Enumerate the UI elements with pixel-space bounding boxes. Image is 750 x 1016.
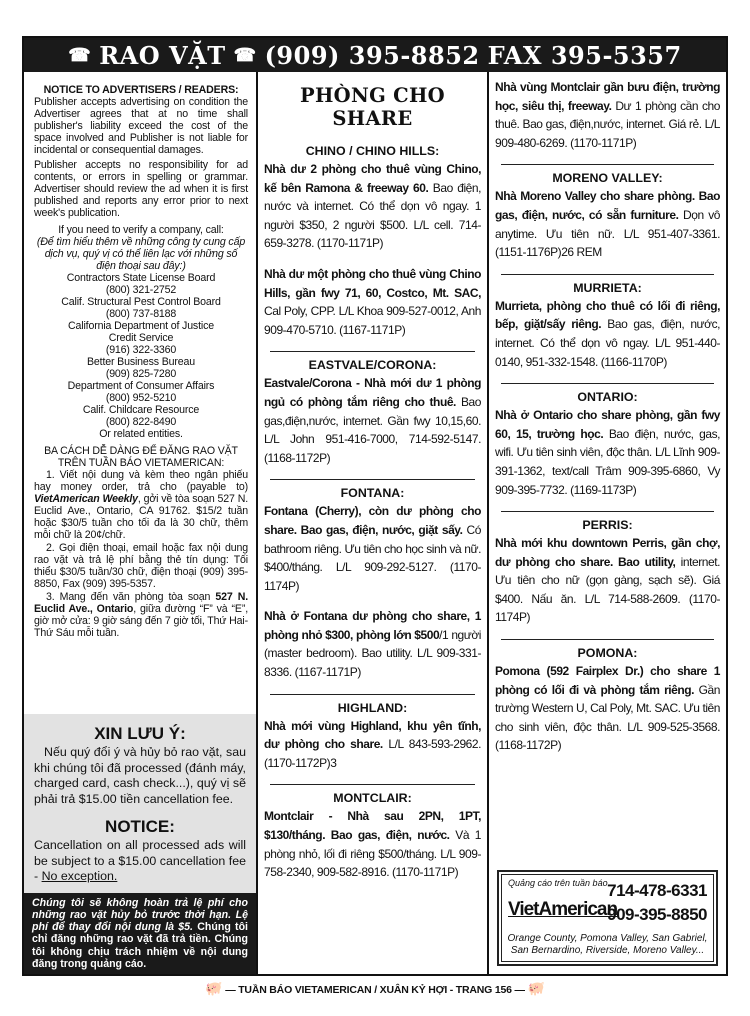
contact-line: Calif. Childcare Resource xyxy=(82,404,200,416)
divider xyxy=(501,383,714,384)
ad-listing xyxy=(264,607,481,681)
ad-headline: Nhà ở Ontario cho share phòng, gần fwy 60, 15, trường học. xyxy=(495,408,720,441)
divider xyxy=(270,694,475,695)
section-heading: HIGHLAND: xyxy=(337,700,408,715)
ad-body: Bao điện, nước, gas, wifi. Ưu tiên sinh viên, độc thân. L/L Lĩnh 909-391-1362, text/call Trâm 909-395-6860, Vy 909-395-7732. (1169-1173P) xyxy=(495,426,721,497)
ad-headline: Montclair - Nhà sau 2PN, 1PT, $130/tháng. Bao gas, điện, nước. xyxy=(264,809,481,843)
caution-vi-text: Nếu quý đổi ý và hủy bỏ rao vặt, sau khi chúng tôi đã processed (đánh máy, charged card, cash check...), quý vị sẽ phải trả $15.00 tiền cancellation fee. xyxy=(34,745,246,806)
notice-paragraph: Publisher accepts no responsibility for ad contents, or errors in spelling or grammar. Advertiser should review the ad when it is first published and reports any error prior to next week's publication. xyxy=(34,159,248,219)
contact-line: (800) 737-8188 xyxy=(105,308,177,320)
contact-line: Department of Consumer Affairs xyxy=(67,380,215,392)
ad-headline: Nhà ở Fontana dư phòng cho share, 1 phòng nhỏ $300, phòng lớn $500 xyxy=(264,609,481,642)
section-heading: POMONA: xyxy=(577,646,638,661)
divider xyxy=(501,639,714,640)
ad-body: Cal Poly, CPP. L/L Khoa 909-527-0012, Anh 909-470-5710. (1167-1171P) xyxy=(264,304,481,337)
divider xyxy=(501,164,714,165)
section-title: PHÒNG CHO SHARE xyxy=(300,84,445,130)
page-footer xyxy=(0,980,750,997)
header-fax: FAX 395-5357 xyxy=(487,40,682,70)
section-heading: MONTCLAIR: xyxy=(333,791,412,806)
promo-phone-1: 714-478-6331 xyxy=(607,881,707,900)
phone-icon: ☎ xyxy=(68,44,92,66)
header-phone: (909) 395-8852 xyxy=(264,40,480,70)
caution-en-heading: NOTICE: xyxy=(105,817,175,837)
ad-body: Và 1 phòng nhỏ, lối đi riêng $500/tháng. L/L 909-758-2340, 909-582-8916. (1170-1171P) xyxy=(264,828,481,880)
divider xyxy=(270,784,475,785)
ad-body: Dư 1 phòng cần cho thuê. Bao gas, điện,nước, internet. Giá rẻ. L/L 909-480-6269. (1170-1171P) xyxy=(495,98,720,150)
section-heading: ONTARIO: xyxy=(577,390,638,405)
ad-listing xyxy=(264,265,481,339)
promo-tagline: Quảng cáo trên tuần báo xyxy=(508,878,608,888)
contact-line: Contractors State License Board xyxy=(66,272,216,284)
ad-section xyxy=(495,511,720,627)
contact-line: (800) 321-2752 xyxy=(105,284,177,296)
way-1: 1. Viết nội dung và kèm theo ngân phiếu hay money order, trả cho (payable to) VietAmerican Weekly, gởi về tòa soạn 527 N. Euclid Ave., Ontario, CA 91762. $15/2 tuần hoặc $30/5 tuần cho tối đa là 30 chữ, thêm mỗi chữ là 20¢/chữ. xyxy=(34,469,248,541)
columns xyxy=(24,72,726,974)
divider xyxy=(270,351,475,352)
ad-body: Bao gas,điện,nước, internet. Gần fwy 10,15,60. L/L John 951-416-7000, 714-592-5147. (1168-1172P) xyxy=(264,394,481,465)
caution-vi-heading: XIN LƯU Ý: xyxy=(94,724,186,744)
ad-listing xyxy=(495,662,720,755)
contact-line: Better Business Bureau xyxy=(87,356,195,368)
contact-line: Calif. Structural Pest Control Board xyxy=(61,296,221,308)
ad-headline: Nhà vùng Montclair gần bưu điện, trường học, siêu thị, freeway. xyxy=(495,80,720,113)
contact-line: Or related entities. xyxy=(99,428,183,440)
contact-line: (909) 825-7280 xyxy=(105,368,177,380)
contact-line: (800) 952-5210 xyxy=(105,392,177,404)
contact-line: (916) 322-3360 xyxy=(105,344,177,356)
ways-title: BA CÁCH DỄ DÀNG ĐỂ ĐĂNG RAO VẶT TRÊN TUẦN BÁO VIETAMERICAN: xyxy=(44,445,238,469)
section-heading: EASTVALE/CORONA: xyxy=(308,358,437,373)
header-title: RAO VẶT xyxy=(99,40,226,70)
pig-icon: 🐖 xyxy=(205,980,223,996)
way-3: 3. Mang đến văn phòng tòa soạn 527 N. Euclid Ave., Ontario, giữa đường “F” và “E”, giờ mở cửa: 9 giờ sáng đến 7 giờ tối, Thứ Hai-Thứ Sáu mỗi tuần. xyxy=(34,591,249,639)
pig-icon: 🐖 xyxy=(527,980,545,996)
verify-contacts xyxy=(34,224,248,440)
contact-line: Credit Service xyxy=(108,332,174,344)
divider xyxy=(501,511,714,512)
ad-body: /1 người (master bedroom). Bao utility. L/L 909-331-8336. (1167-1171P) xyxy=(264,627,481,680)
ad-headline: Eastvale/Corona - Nhà mới dư 1 phòng ngủ có phòng tắm riêng cho thuê. xyxy=(264,376,481,409)
vietamerican-logo: VietAmerican xyxy=(508,899,618,920)
ad-listing xyxy=(264,160,481,253)
classifieds-page xyxy=(22,36,728,976)
section-heading: CHINO / CHINO HILLS: xyxy=(305,144,440,158)
ad-headline: Nhà mới khu downtown Perris, gần chợ, dư phòng cho share. Bao utility, xyxy=(495,536,720,569)
section-heading: MORENO VALLEY: xyxy=(552,171,663,186)
ad-section xyxy=(495,164,720,261)
contact-line: (800) 822-8490 xyxy=(105,416,177,428)
divider xyxy=(270,479,475,480)
how-to-post xyxy=(34,445,248,639)
phone-icon: ☎ xyxy=(233,44,257,66)
section-heading: FONTANA: xyxy=(340,486,405,501)
ads-column-2 xyxy=(258,72,489,974)
promo-phone-2: 909-395-8850 xyxy=(607,905,707,924)
ad-section xyxy=(495,639,720,755)
promo-box xyxy=(497,870,718,966)
ad-body: internet. Ưu tiên cho nữ (gọn gàng, sạch sẽ). Giá $400. Nấu ăn. L/L 714-588-2609. (1170-1174P) xyxy=(495,554,720,625)
section-heading: PERRIS: xyxy=(582,518,633,533)
notice-column xyxy=(24,72,258,974)
ads-column-3 xyxy=(489,72,726,974)
way-2: 2. Gọi điện thoại, email hoặc fax nội dung rao vặt và trả lệ phí bằng thẻ tín dụng: Tối thiểu $30/5 tuần/30 chữ, điện thoại (909) 395-8850, Fax (909) 395-5357. xyxy=(34,542,248,590)
ad-listing xyxy=(495,406,720,499)
notice-paragraph: Publisher accepts advertising on condition the Advertiser agrees that at no time shall publisher's liability exceed the cost of the space involved and Publisher is not liable for incidental or consequential damages. xyxy=(34,96,248,156)
ad-section xyxy=(264,351,481,467)
ad-body: Bao điện, nước và internet. Có thể dọn vô ngay. 1 người $350, 2 người $500. L/L cell. 714-659-3278. (1170-1171P) xyxy=(264,180,482,251)
ad-section xyxy=(495,78,720,152)
ad-headline: Pomona (592 Fairplex Dr.) cho share 1 phòng có lối đi và phòng tắm riêng. xyxy=(495,664,720,697)
ad-section xyxy=(264,479,481,681)
promo-areas: Orange County, Pomona Valley, San Gabriel, San Bernardino, Riverside, Moreno Valley... xyxy=(507,933,708,956)
ad-listing xyxy=(495,534,720,627)
ad-body: Bao gas, điện, nước, internet. Có thể dọn vô ngay. L/L 951-440-0140, 951-332-1548. (1166-1170P) xyxy=(495,317,720,369)
footer-text: — TUẦN BÁO VIETAMERICAN / XUÂN KỶ HỢI - TRANG 156 — xyxy=(225,984,525,996)
ad-body: L/L 843-593-2962. (1170-1172P)3 xyxy=(264,737,482,770)
ad-section xyxy=(495,274,720,371)
ad-body: Dọn vô anytime. Ưu tiên nữ. L/L 951-407-3361. (1151-1176P)26 REM xyxy=(495,207,720,260)
ad-headline: Nhà dư 2 phòng cho thuê vùng Chino, kế bên Ramona & freeway 60. xyxy=(264,162,481,195)
ad-headline: Nhà mới vùng Highland, khu yên tĩnh, dư phòng cho share. xyxy=(264,718,481,752)
verify-vi: (Để tìm hiểu thêm về những công ty cung cấp dịch vụ, quý vị có thể liên lạc với những số điện thoại sau đây:) xyxy=(36,236,246,272)
ad-section xyxy=(264,784,481,881)
caution-en-text: Cancellation on all processed ads will be subject to a $15.00 cancellation fee - No exception. xyxy=(34,838,246,884)
refund-policy: Chúng tôi sẽ không hoàn trả lệ phí cho những rao vặt hủy bỏ trước thời hạn. Lệ phí để thay đổi nội dung là $5. Chúng tôi chỉ đăng những rao vặt đã trả tiền. Chúng tôi không chịu trách nhiệm về nội dung đăng trong quảng cáo. xyxy=(24,893,256,974)
cancellation-notice xyxy=(24,714,256,893)
ad-listing xyxy=(264,717,481,773)
ad-listing xyxy=(495,187,720,261)
ad-section xyxy=(264,694,481,773)
notice-heading: NOTICE TO ADVERTISERS / READERS: xyxy=(43,84,239,96)
ad-headline: Nhà dư một phòng cho thuê vùng Chino Hills, gần fwy 71, 60, Costco, Mt. SAC, xyxy=(264,266,481,300)
ad-headline: Murrieta, phòng cho thuê có lối đi riêng, bếp, giặt/sấy riêng. xyxy=(495,298,720,332)
ad-listing xyxy=(264,374,481,467)
ad-listing xyxy=(495,297,720,371)
ad-body: Gần trường Western U, Cal Poly, Mt. SAC. Ưu tiên cho sinh viên, độc thân. L/L 909-525-3568. (1168-1172P) xyxy=(495,682,720,753)
ad-body: Có bathroom riêng. Ưu tiên cho học sinh và nữ. $400/tháng. L/L 909-292-5127. (1170-1174P) xyxy=(264,522,481,593)
section-heading: MURRIETA: xyxy=(573,280,642,295)
ad-headline: Nhà Moreno Valley cho share phòng. Bao gas, điện, nước, có sẵn furniture. xyxy=(495,189,720,222)
ad-section xyxy=(264,142,481,339)
ad-listing xyxy=(495,78,720,152)
ad-listing xyxy=(264,502,481,595)
verify-intro: If you need to verify a company, call: xyxy=(58,224,224,236)
ad-headline: Fontana (Cherry), còn dư phòng cho share. Bao gas, điện, nước, giặt sấy. xyxy=(264,504,481,537)
ad-section xyxy=(495,383,720,499)
ad-listing xyxy=(264,807,481,881)
contact-line: California Department of Justice xyxy=(68,320,214,332)
divider xyxy=(501,274,714,275)
page-header xyxy=(24,38,726,72)
